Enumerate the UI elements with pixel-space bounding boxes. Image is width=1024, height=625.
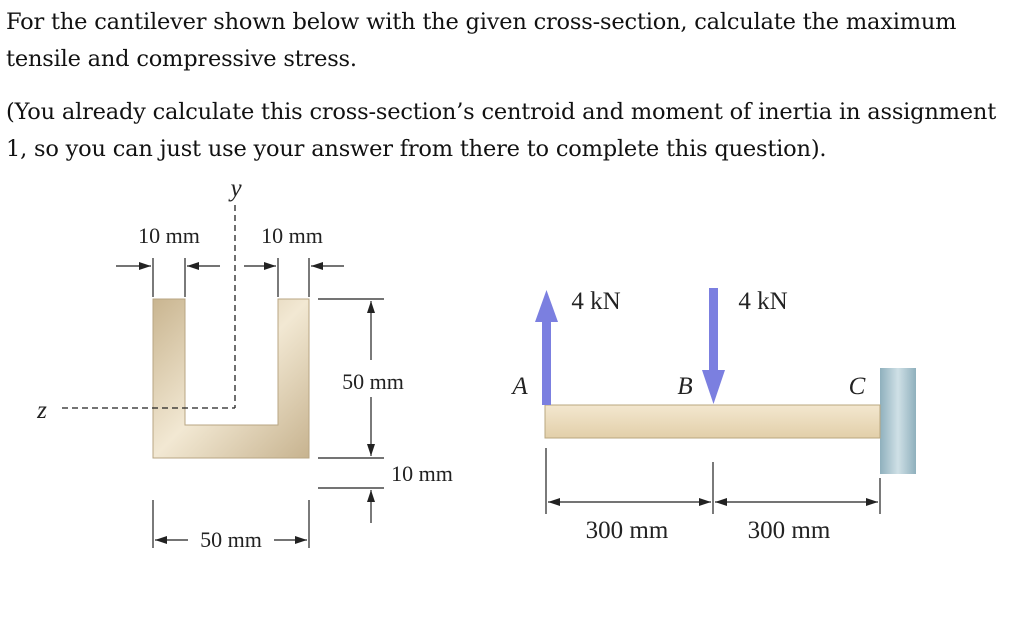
load-b-label: 4 kN	[738, 288, 788, 315]
cross-section	[36, 175, 453, 552]
base-thickness-dim: 10 mm	[391, 461, 453, 486]
y-axis-label: y	[230, 175, 242, 202]
height-dim: 50 mm	[342, 369, 404, 394]
u-channel-shape	[153, 299, 309, 458]
span-ab-label: 300 mm	[585, 517, 669, 544]
point-a-label: A	[512, 373, 528, 400]
span-bc-label: 300 mm	[747, 517, 831, 544]
width-dim: 50 mm	[200, 527, 262, 552]
flange-right-dim: 10 mm	[261, 223, 323, 248]
fixed-wall	[880, 368, 916, 474]
question-text-2: (You already calculate this cross-section’s centroid and moment of inertia in assignment 1, so you can just use your answer from there to complete this question).	[6, 99, 997, 162]
cantilever-beam-diagram	[510, 288, 916, 544]
point-b-label: B	[677, 373, 693, 400]
load-arrow-up	[535, 290, 558, 405]
beam-body	[545, 405, 880, 438]
load-arrow-down	[702, 288, 725, 404]
question-text-1: For the cantilever shown below with the given cross-section, calculate the maximum tensile and compressive stress.	[6, 9, 957, 72]
flange-left-dim: 10 mm	[138, 223, 200, 248]
z-axis-label: z	[37, 397, 47, 424]
point-c-label: C	[848, 373, 866, 400]
load-a-label: 4 kN	[571, 288, 621, 315]
